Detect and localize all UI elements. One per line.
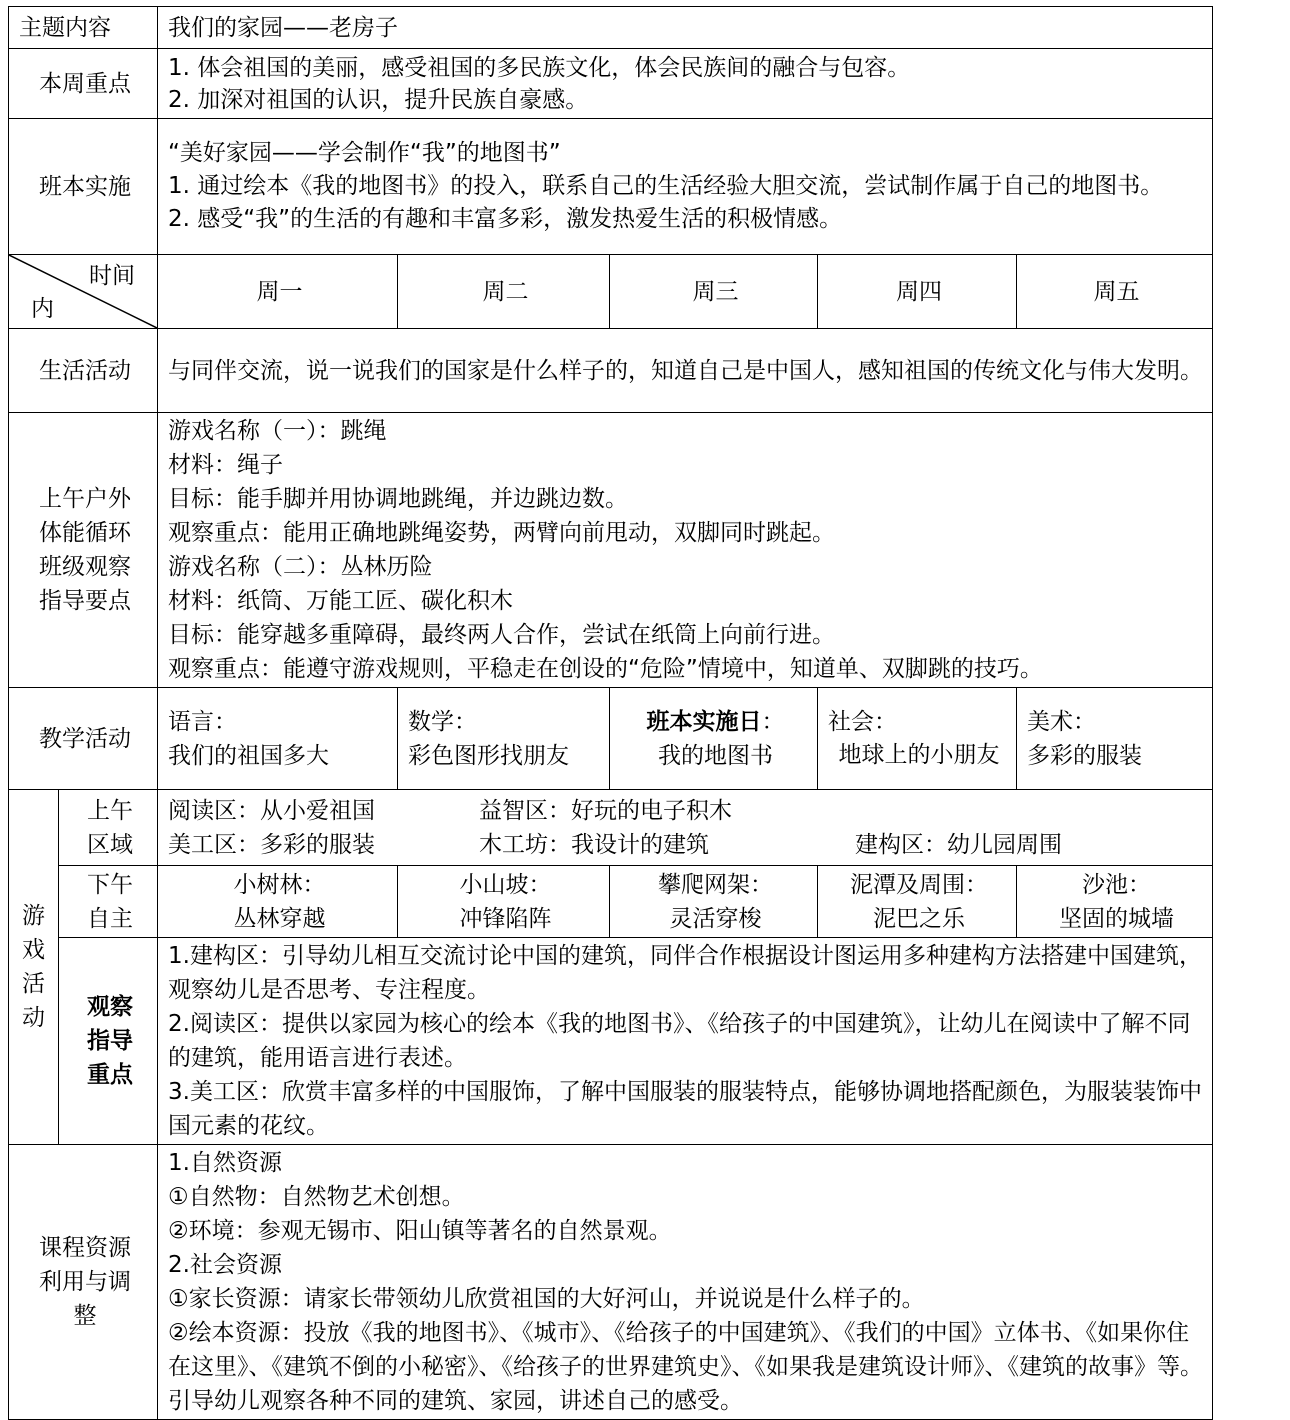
class-impl-line: 1. 通过绘本《我的地图书》的投入，联系自己的生活经验大胆交流，尝试制作属于自己的地图书。 — [168, 173, 1164, 199]
teaching-subject: 社会： — [828, 708, 897, 735]
teaching-cell — [1017, 688, 1213, 790]
afternoon-place: 沙池： — [1082, 871, 1152, 898]
area-item: 阅读区：从小爱祖国 — [168, 797, 375, 824]
outdoor-line: 目标：能穿越多重障碍，最终两人合作，尝试在纸筒上向前行进。 — [168, 622, 835, 648]
afternoon-game: 丛林穿越 — [233, 905, 326, 932]
weekly-focus-item: 2. 加深对祖国的认识，提升民族自豪感。 — [168, 86, 589, 113]
observe-label-line: 重点 — [87, 1062, 133, 1088]
teaching-cell — [818, 688, 1017, 790]
teaching-title: 我们的祖国多大 — [168, 742, 329, 769]
teaching-subject: 美术： — [1027, 708, 1096, 735]
observe-label-line: 指导 — [87, 1028, 133, 1054]
time-label: 时间 — [89, 263, 135, 289]
outdoor-line: 目标：能手脚并用协调地跳绳，并边跳边数。 — [168, 486, 628, 512]
afternoon-place: 攀爬网架： — [658, 871, 773, 898]
afternoon-place: 小山坡： — [459, 871, 552, 898]
observe-row — [9, 938, 1213, 1145]
resources-content — [158, 1145, 1213, 1420]
teaching-colon: ： — [761, 708, 785, 735]
teaching-title: 我的地图书 — [658, 742, 773, 769]
morning-area-row — [9, 790, 1213, 866]
theme-row — [9, 7, 1213, 49]
observe-label-line: 观察 — [87, 994, 133, 1020]
games-label — [9, 790, 59, 1145]
outdoor-label — [9, 413, 158, 688]
afternoon-cell — [1017, 866, 1213, 938]
resources-label-line: 整 — [73, 1303, 97, 1329]
area-item: 木工坊：我设计的建筑 — [479, 831, 709, 858]
afternoon-game: 灵活穿梭 — [669, 905, 762, 932]
outdoor-label-line: 上午户外 — [39, 486, 131, 512]
class-impl-label: 班本实施 — [9, 119, 158, 255]
class-impl-content — [158, 119, 1213, 255]
afternoon-label — [59, 866, 158, 938]
outdoor-line: 游戏名称（一）：跳绳 — [168, 418, 387, 444]
afternoon-place: 小树林： — [233, 871, 326, 898]
teaching-cell — [398, 688, 610, 790]
teaching-title: 多彩的服装 — [1027, 742, 1142, 769]
class-impl-line: 2. 感受“我”的生活的有趣和丰富多彩，激发热爱生活的积极情感。 — [168, 206, 843, 232]
day-header-row — [9, 255, 1213, 329]
life-activity-text: 与同伴交流，说一说我们的国家是什么样子的，知道自己是中国人，感知祖国的传统文化与伟大发明。 — [158, 329, 1213, 413]
afternoon-cell — [158, 866, 398, 938]
afternoon-cell — [818, 866, 1017, 938]
weekly-focus-content — [158, 49, 1213, 119]
afternoon-game: 冲锋陷阵 — [459, 905, 552, 932]
teaching-subject: 数学： — [408, 708, 477, 735]
class-impl-line: “美好家园——学会制作“我”的地图书” — [168, 140, 561, 166]
teaching-subject: 语言： — [168, 708, 237, 735]
day-header: 周三 — [610, 255, 818, 329]
resources-line: 1.自然资源 — [168, 1150, 282, 1176]
afternoon-label-line: 下午 — [87, 871, 133, 898]
weekly-focus-label: 本周重点 — [9, 49, 158, 119]
afternoon-place: 泥潭及周围： — [850, 871, 988, 898]
theme-label: 主题内容 — [9, 7, 158, 49]
observe-label — [59, 938, 158, 1145]
resources-label — [9, 1145, 158, 1420]
outdoor-content — [158, 413, 1213, 688]
outdoor-row — [9, 413, 1213, 688]
weekly-focus-item: 1. 体会祖国的美丽，感受祖国的多民族文化，体会民族间的融合与包容。 — [168, 54, 911, 81]
morning-label-line: 区域 — [87, 831, 133, 858]
outdoor-label-line: 班级观察 — [39, 554, 131, 580]
outdoor-line: 材料：绳子 — [168, 452, 283, 478]
weekly-plan-table — [8, 6, 1213, 1420]
content-label: 内 — [31, 296, 54, 322]
outdoor-line: 材料：纸筒、万能工匠、碳化积木 — [168, 588, 513, 614]
outdoor-line: 游戏名称（二）：丛林历险 — [168, 554, 433, 580]
afternoon-game: 坚固的城墙 — [1059, 905, 1175, 932]
resources-line: 2.社会资源 — [168, 1252, 282, 1278]
games-label-char: 活 — [22, 971, 45, 997]
outdoor-line: 观察重点：能用正确地跳绳姿势，两臂向前甩动，双脚同时跳起。 — [168, 520, 835, 546]
morning-area-label — [59, 790, 158, 866]
observe-content — [158, 938, 1213, 1145]
teaching-title: 彩色图形找朋友 — [408, 742, 569, 769]
outdoor-line: 观察重点：能遵守游戏规则，平稳走在创设的“危险”情境中，知道单、双脚跳的技巧。 — [168, 656, 1043, 682]
theme-value: 我们的家园——老房子 — [158, 7, 1213, 49]
games-label-char: 戏 — [22, 937, 45, 963]
day-header: 周五 — [1017, 255, 1213, 329]
day-header: 周四 — [818, 255, 1017, 329]
observe-line: 2.阅读区：提供以家园为核心的绘本《我的地图书》、《给孩子的中国建筑》，让幼儿在阅读中了解不同的建筑，能用语言进行表述。 — [168, 1011, 1191, 1071]
teaching-cell — [610, 688, 818, 790]
afternoon-game: 泥巴之乐 — [873, 905, 965, 932]
outdoor-label-line: 指导要点 — [39, 588, 131, 614]
area-item: 建构区：幼儿园周围 — [855, 831, 1062, 858]
games-label-char: 动 — [22, 1005, 45, 1031]
resources-line: ①家长资源：请家长带领幼儿欣赏祖国的大好河山，并说说是什么样子的。 — [168, 1286, 925, 1312]
day-header: 周一 — [158, 255, 398, 329]
resources-line: ①自然物：自然物艺术创想。 — [168, 1184, 465, 1210]
morning-label-line: 上午 — [87, 797, 133, 824]
resources-row — [9, 1145, 1213, 1420]
life-activity-label: 生活活动 — [9, 329, 158, 413]
observe-line: 1.建构区：引导幼儿相互交流讨论中国的建筑，同伴合作根据设计图运用多种建构方法搭建中国建筑，观察幼儿是否思考、专注程度。 — [168, 943, 1202, 1003]
afternoon-cell — [610, 866, 818, 938]
afternoon-row — [9, 866, 1213, 938]
class-impl-row — [9, 119, 1213, 255]
teaching-subject: 班本实施日 — [646, 708, 762, 735]
weekly-focus-row — [9, 49, 1213, 119]
afternoon-cell — [398, 866, 610, 938]
resources-label-line: 课程资源 — [39, 1235, 131, 1261]
resources-line: ②环境：参观无锡市、阳山镇等著名的自然景观。 — [168, 1218, 672, 1244]
teaching-cell — [158, 688, 398, 790]
resources-line: ②绘本资源：投放《我的地图书》、《城市》、《给孩子的中国建筑》、《我们的中国》立体书、《如果你住在这里》、《建筑不倒的小秘密》、《给孩子的世界建筑史》、《如果我是建筑设计师》、《建筑的故事》等。引导幼儿观察各种不同的建筑、家园，讲述自己的感受。 — [168, 1320, 1203, 1414]
resources-label-line: 利用与调 — [39, 1269, 131, 1295]
games-label-char: 游 — [22, 903, 45, 929]
teaching-label: 教学活动 — [9, 688, 158, 790]
teaching-title: 地球上的小朋友 — [838, 741, 1000, 768]
outdoor-label-line: 体能循环 — [39, 520, 131, 546]
observe-line: 3.美工区：欣赏丰富多样的中国服饰，了解中国服装的服装特点，能够协调地搭配颜色，为服装装饰中国元素的花纹。 — [168, 1079, 1202, 1139]
morning-area-content — [158, 790, 1213, 866]
area-item: 益智区：好玩的电子积木 — [479, 797, 732, 824]
teaching-row — [9, 688, 1213, 790]
day-header: 周二 — [398, 255, 610, 329]
morning-area-line — [168, 794, 1206, 828]
life-activity-row — [9, 329, 1213, 413]
area-item: 美工区：多彩的服装 — [168, 831, 375, 858]
diagonal-header-cell — [9, 255, 158, 329]
morning-area-line — [168, 828, 1206, 862]
afternoon-label-line: 自主 — [87, 905, 133, 932]
